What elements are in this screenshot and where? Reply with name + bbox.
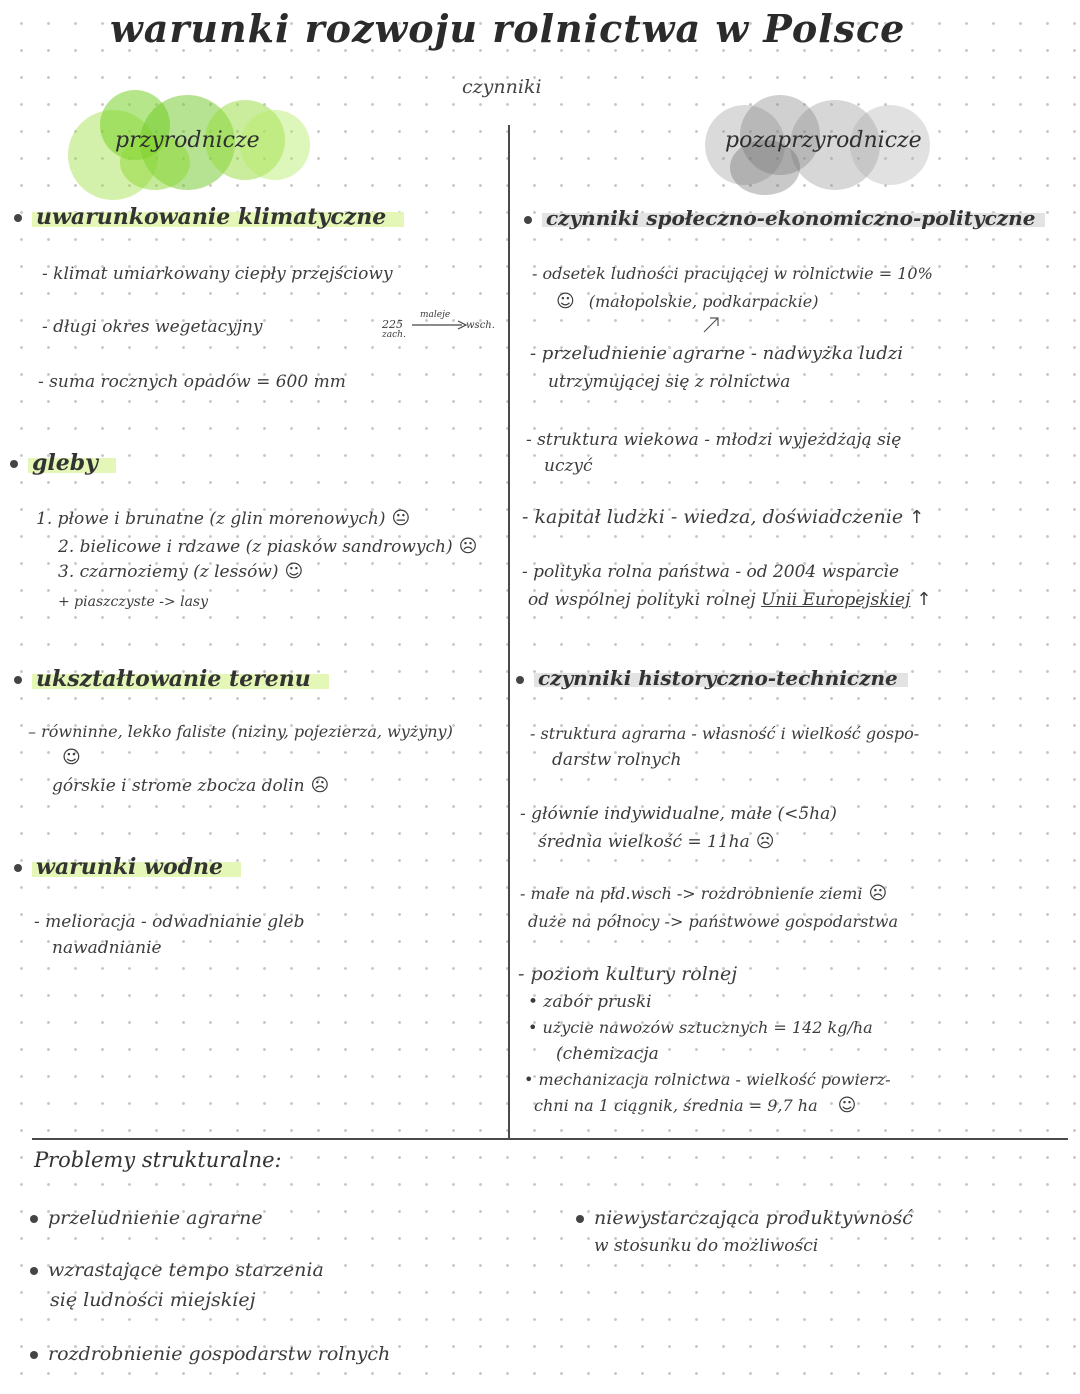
- note-decreases: maleje: [420, 310, 451, 320]
- heading-historic-technical-text: czynniki historyczno-techniczne: [534, 666, 908, 690]
- sad-face-icon: ☹: [868, 883, 888, 904]
- sad-face-icon: ☹: [310, 775, 330, 796]
- hist-line-5: - małe na płd.wsch -> rozdrobnienie ziemi ☹: [520, 883, 888, 904]
- bullet-dot: [30, 1267, 38, 1275]
- bullet-dot: [14, 676, 22, 684]
- column-divider: [508, 125, 510, 1140]
- soil-line-3: 3. czarnoziemy (z lessów) ☺: [58, 561, 304, 582]
- neutral-face-icon: 😐: [391, 508, 411, 529]
- heading-soils-text: gleby: [28, 450, 116, 476]
- socio-line-7: - kapitał ludzki - wiedza, doświadczenie ↑: [522, 506, 925, 528]
- happy-face-icon: ☺: [62, 747, 81, 768]
- heading-water-text: warunki wodne: [32, 854, 241, 880]
- terrain-line-2: górskie i strome zbocza dolin ☹: [52, 775, 330, 796]
- water-line-1: - melioracja - odwadnianie gleb: [34, 912, 305, 932]
- water-line-2: nawadnianie: [52, 938, 162, 958]
- heading-socio-economic-text: czynniki społeczno-ekonomiczno-polityczne: [542, 206, 1045, 230]
- socio-line-6: uczyć: [544, 456, 593, 476]
- heading-soils: [10, 450, 116, 476]
- bullet-dot: [30, 1351, 38, 1359]
- hist-line-10: (chemizacja: [556, 1044, 659, 1064]
- hist-line-8: • zabór pruski: [528, 992, 652, 1012]
- soil-line-1: 1. płowe i brunatne (z glin morenowych) 😐: [36, 508, 411, 529]
- section-divider: [32, 1138, 1068, 1140]
- socio-line-9: od wspólnej polityki rolnej Unii Europejskiej ↑: [528, 589, 932, 610]
- socio-line-8: - polityka rolna państwa - od 2004 wsparcie: [522, 562, 900, 582]
- socio-line-2: ☺ (małopolskie, podkarpackie): [556, 291, 819, 312]
- sad-face-icon: ☹: [755, 831, 775, 852]
- hist-line-7: - poziom kultury rolnej: [518, 963, 738, 985]
- heading-climate: [14, 204, 404, 230]
- bullet-dot: [30, 1215, 38, 1223]
- hist-line-11: • mechanizacja rolnictwa - wielkość powierz-: [524, 1070, 891, 1089]
- socio-line-5: - struktura wiekowa - młodzi wyjeżdżają się: [526, 430, 902, 450]
- problem-item-3: rozdrobnienie gospodarstw rolnych: [30, 1342, 390, 1366]
- soil-line-2: 2. bielicowe i rdzawe (z piasków sandrowych) ☹: [58, 536, 478, 557]
- bullet-dot: [516, 676, 524, 684]
- socio-line-1: - odsetek ludności pracującej w rolnictwie = 10%: [532, 264, 933, 283]
- up-arrow-icon: ↑: [909, 507, 925, 528]
- climate-line-1: - klimat umiarkowany ciepły przejściowy: [42, 264, 393, 284]
- problems-heading: Problemy strukturalne:: [34, 1148, 282, 1172]
- heading-climate-text: uwarunkowanie klimatyczne: [32, 204, 404, 230]
- up-arrow-icon: ↑: [916, 589, 932, 610]
- heading-socio-economic: [524, 206, 1045, 230]
- hist-line-3: - głównie indywidualne, małe (<5ha): [520, 804, 837, 824]
- hist-line-4: średnia wielkość = 11ha ☹: [538, 831, 775, 852]
- hist-line-1: - struktura agrarna - własność i wielkość gospo-: [530, 724, 920, 743]
- note-225: 225: [382, 318, 403, 331]
- soil-line-4: + piaszczyste -> lasy: [58, 594, 209, 610]
- arrow-up-icon: [700, 312, 724, 336]
- happy-face-icon: ☺: [556, 291, 575, 312]
- page-title: warunki rozwoju rolnictwa w Polsce: [110, 6, 906, 51]
- note-east: wsch.: [466, 320, 495, 331]
- problem-item-1: przeludnienie agrarne: [30, 1206, 263, 1230]
- non-natural-factors-label: pozaprzyrodnicze: [725, 128, 922, 153]
- bullet-dot: [14, 864, 22, 872]
- sad-face-icon: ☹: [458, 536, 478, 557]
- happy-face-icon: ☺: [284, 561, 304, 582]
- hist-line-6: duże na północy -> państwowe gospodarstwa: [528, 912, 899, 931]
- heading-water: [14, 854, 241, 880]
- hist-line-9: • użycie nawozów sztucznych = 142 kg/ha: [528, 1018, 873, 1037]
- heading-terrain: [14, 666, 329, 692]
- socio-line-3: - przeludnienie agrarne - nadwyżka ludzi: [530, 343, 904, 364]
- socio-line-4: utrzymującej się z rolnictwa: [548, 372, 791, 392]
- natural-factors-label: przyrodnicze: [115, 128, 260, 153]
- heading-historic-technical: [516, 666, 908, 690]
- heading-terrain-text: ukształtowanie terenu: [32, 666, 329, 692]
- bullet-dot: [576, 1215, 584, 1223]
- hist-line-12: chni na 1 ciągnik, średnia = 9,7 ha ☺: [534, 1095, 857, 1116]
- problem-item-2: wzrastające tempo starzenia: [30, 1258, 324, 1282]
- climate-line-3: - suma rocznych opadów = 600 mm: [38, 372, 346, 392]
- terrain-line-1: – równinne, lekko faliste (niziny, pojezierza, wyżyny): [28, 722, 453, 741]
- problem-item-4b: w stosunku do możliwości: [594, 1236, 819, 1256]
- bullet-dot: [14, 214, 22, 222]
- problem-item-2b: się ludności miejskiej: [50, 1289, 256, 1311]
- problem-item-4: niewystarczająca produktywność: [576, 1206, 913, 1230]
- subtitle: czynniki: [462, 76, 542, 98]
- note-west: zach.: [382, 330, 406, 340]
- hist-line-2: darstw rolnych: [552, 750, 682, 770]
- arrow-right-icon: [410, 318, 470, 332]
- happy-face-icon: ☺: [837, 1095, 857, 1116]
- bullet-dot: [524, 216, 532, 224]
- climate-line-2: - długi okres wegetacyjny: [42, 317, 263, 337]
- bullet-dot: [10, 460, 18, 468]
